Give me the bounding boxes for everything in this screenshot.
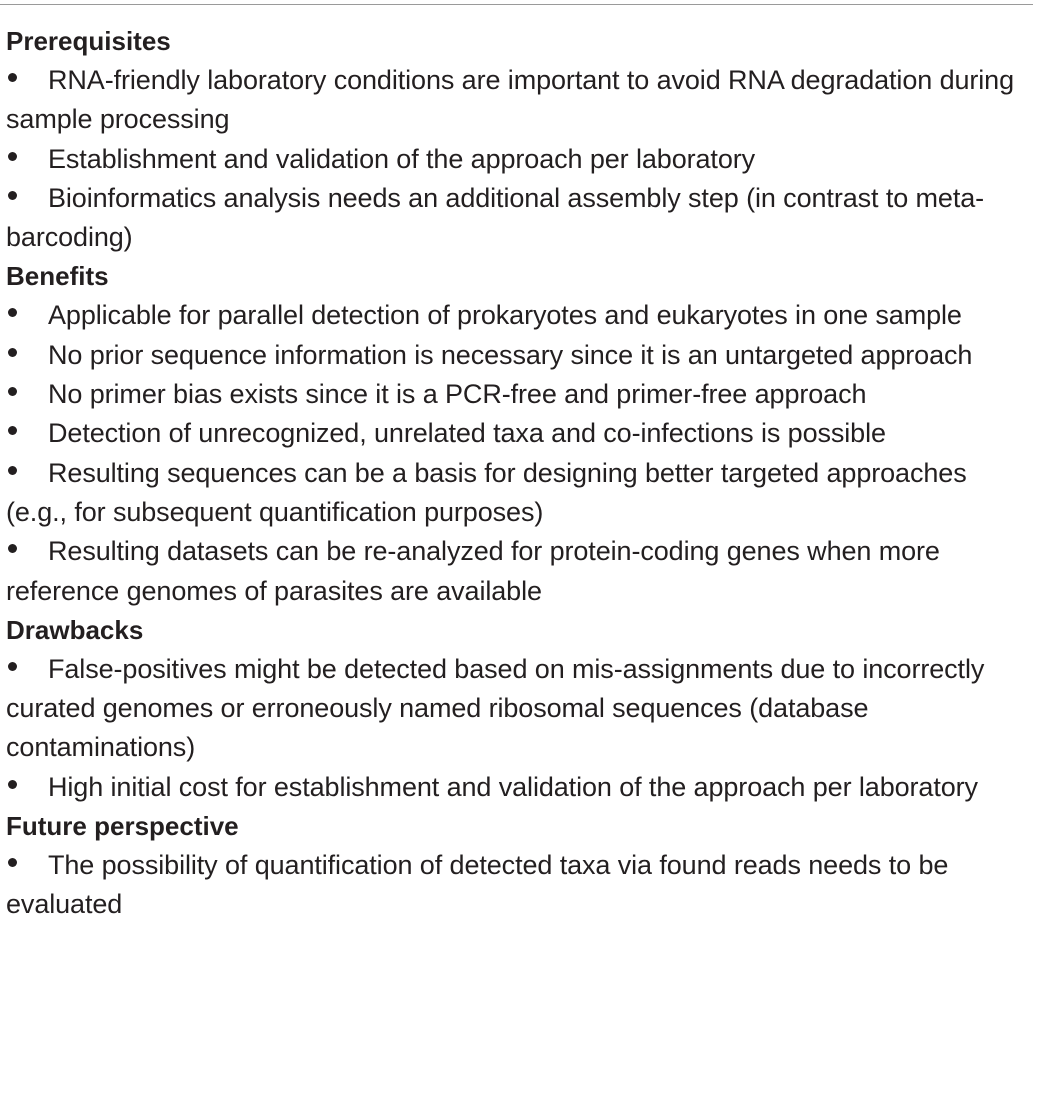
section-future-perspective [6, 807, 1016, 925]
list-item-text: False-positives might be detected based on mis-assignments due to incorrectly curated genomes or erroneously named ribosomal sequences (database contaminations) [6, 653, 985, 763]
bullet-list [6, 296, 1016, 610]
list-item [6, 532, 1016, 611]
list-item-text: Applicable for parallel detection of prokaryotes and eukaryotes in one sample [48, 300, 962, 331]
list-item-text: Bioinformatics analysis needs an additional assembly step (in contrast to meta-barcoding) [6, 182, 985, 253]
list-item [6, 140, 1016, 179]
list-item-text: The possibility of quantification of detected taxa via found reads needs to be evaluated [6, 850, 949, 920]
section-heading: Drawbacks [6, 614, 144, 645]
list-item-text: RNA-friendly laboratory conditions are important to avoid RNA degradation during sample processing [6, 65, 1015, 135]
bullet-list [6, 61, 1016, 257]
list-item-text: High initial cost for establishment and validation of the approach per laboratory [48, 771, 978, 802]
list-item [6, 414, 1016, 453]
table-top-rule [0, 4, 1033, 5]
bullet-list [6, 650, 1016, 807]
list-item-text: Resulting datasets can be re-analyzed for protein-coding genes when more reference genomes of parasites are available [6, 536, 940, 606]
list-item [6, 846, 1016, 925]
list-item-text: No primer bias exists since it is a PCR-free and primer-free approach [48, 379, 867, 410]
list-item [6, 336, 1016, 375]
section-heading: Benefits [6, 261, 109, 292]
section-drawbacks [6, 611, 1016, 807]
bullet-list [6, 846, 1016, 925]
list-item [6, 454, 1016, 533]
table-body [6, 22, 1016, 925]
section-benefits [6, 257, 1016, 610]
list-item [6, 768, 1016, 807]
list-item-text: Establishment and validation of the approach per laboratory [48, 143, 756, 174]
section-prerequisites [6, 22, 1016, 257]
section-heading: Future perspective [6, 811, 239, 842]
list-item [6, 296, 1016, 335]
list-item [6, 179, 1016, 258]
list-item [6, 61, 1016, 140]
section-heading: Prerequisites [6, 26, 171, 56]
list-item-text: Resulting sequences can be a basis for designing better targeted approaches (e.g., for subsequent quantification purposes) [6, 457, 967, 527]
list-item-text: No prior sequence information is necessary since it is an untargeted approach [48, 339, 973, 370]
list-item-text: Detection of unrecognized, unrelated taxa and co-infections is possible [48, 418, 886, 449]
list-item [6, 650, 1016, 768]
list-item [6, 375, 1016, 414]
